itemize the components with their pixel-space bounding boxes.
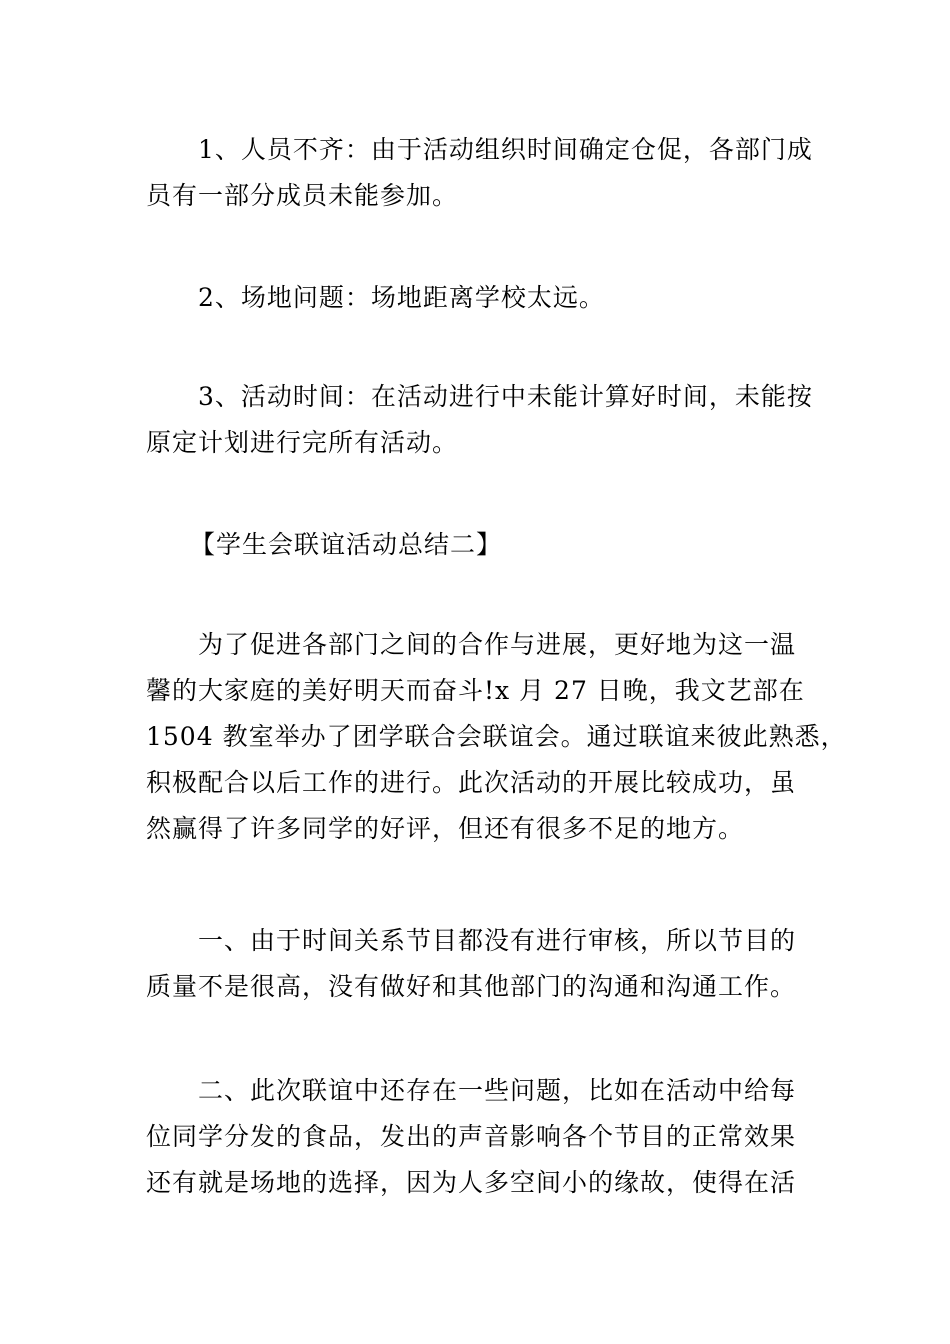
text-line: 1504 教室举办了团学联合会联谊会。通过联谊来彼此熟悉， — [146, 722, 847, 751]
paragraph-time-issue — [146, 374, 811, 466]
text-line: 为了促进各部门之间的合作与进展，更好地为这一温 — [198, 630, 797, 659]
paragraph-point-one — [146, 918, 811, 1010]
text-line: 一、由于时间关系节目都没有进行审核，所以节目的 — [198, 926, 797, 955]
section-heading — [146, 522, 811, 568]
text-line: 然赢得了许多同学的好评，但还有很多不足的地方。 — [146, 814, 745, 843]
text-line: 积极配合以后工作的进行。此次活动的开展比较成功，虽 — [146, 768, 797, 797]
text-line: 位同学分发的食品，发出的声音影响各个节目的正常效果 — [146, 1122, 797, 1151]
paragraph-point-two — [146, 1068, 811, 1206]
heading-text: 【学生会联谊活动总结二】 — [190, 530, 503, 559]
paragraph-intro — [146, 622, 847, 852]
text-line: 二、此次联谊中还存在一些问题，比如在活动中给每 — [198, 1076, 797, 1105]
text-line: 质量不是很高，没有做好和其他部门的沟通和沟通工作。 — [146, 972, 797, 1001]
text-line: 员有一部分成员未能参加。 — [146, 181, 459, 210]
text-line: 2、场地问题：场地距离学校太远。 — [198, 283, 605, 312]
paragraph-staff-issue — [146, 127, 811, 219]
text-line: 还有就是场地的选择，因为人多空间小的缘故，使得在活 — [146, 1168, 797, 1197]
paragraph-venue-issue — [146, 275, 811, 321]
text-line: 1、人员不齐：由于活动组织时间确定仓促，各部门成 — [198, 135, 813, 164]
text-line: 馨的大家庭的美好明天而奋斗!x 月 27 日晚，我文艺部在 — [146, 676, 805, 705]
text-line: 原定计划进行完所有活动。 — [146, 428, 459, 457]
text-line: 3、活动时间：在活动进行中未能计算好时间，未能按 — [198, 382, 813, 411]
